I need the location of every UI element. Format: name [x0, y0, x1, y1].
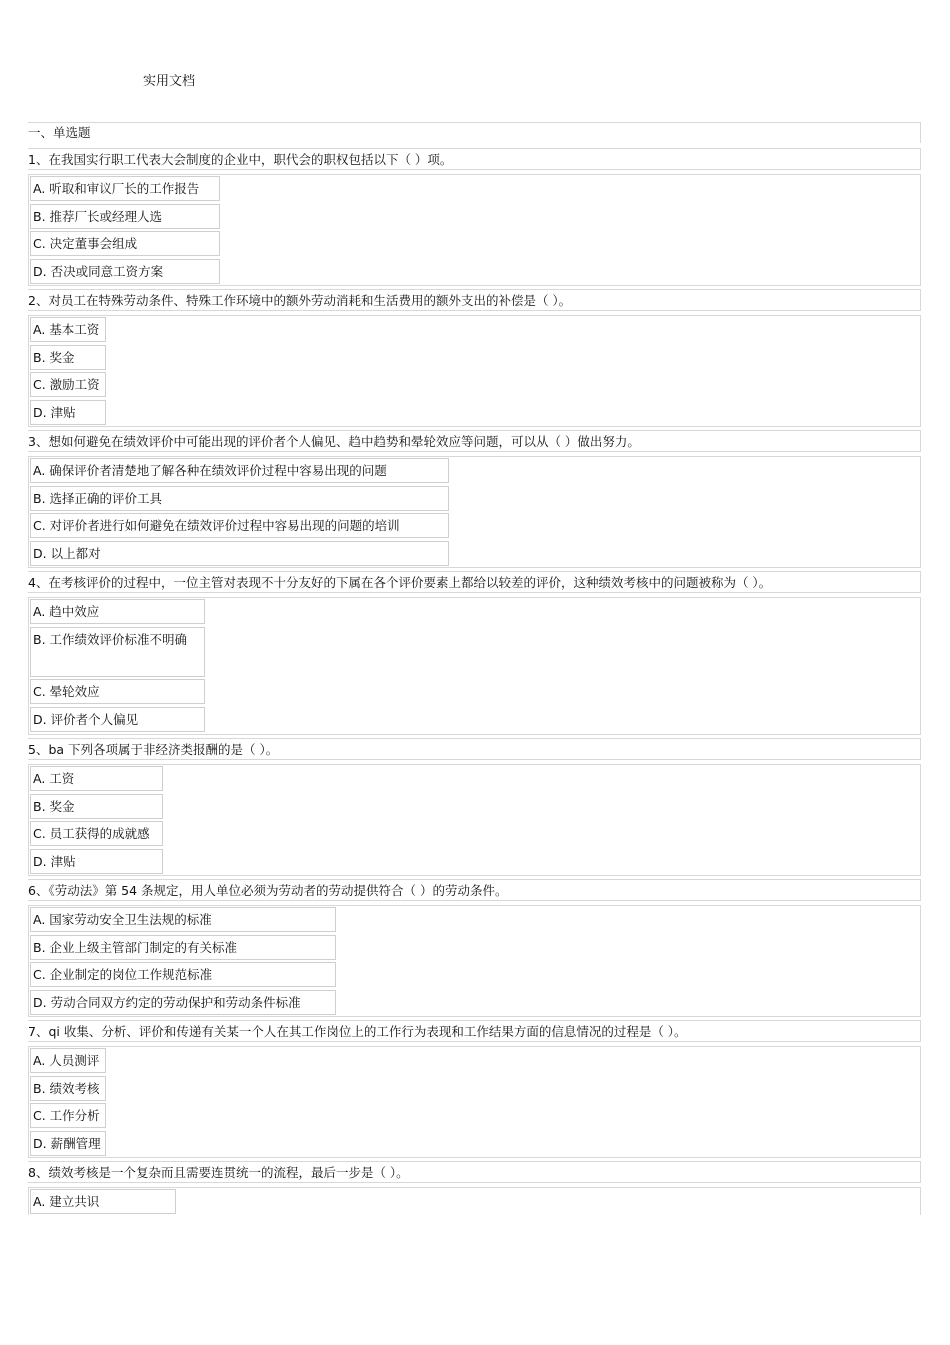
question-title: 6、《劳动法》第 54 条规定，用人单位必须为劳动者的劳动提供符合（ ）的劳动条件。 [28, 879, 921, 901]
options-panel [28, 764, 921, 876]
option-b[interactable]: B. 工作绩效评价标准不明确 [30, 627, 205, 677]
question-title: 3、想如何避免在绩效评价中可能出现的评价者个人偏见、趋中趋势和晕轮效应等问题，可以从（ ）做出努力。 [28, 430, 921, 452]
option-a[interactable]: A. 建立共识 [30, 1189, 176, 1214]
options-panel [28, 905, 921, 1017]
option-c[interactable]: C. 晕轮效应 [30, 679, 205, 704]
question-1 [28, 148, 921, 286]
option-a[interactable]: A. 听取和审议厂长的工作报告 [30, 176, 220, 201]
option-a[interactable]: A. 国家劳动安全卫生法规的标准 [30, 907, 336, 932]
option-b[interactable]: B. 绩效考核 [30, 1076, 106, 1101]
question-3 [28, 430, 921, 568]
question-4 [28, 571, 921, 735]
option-c[interactable]: C. 对评价者进行如何避免在绩效评价过程中容易出现的问题的培训 [30, 513, 449, 538]
options-panel [28, 456, 921, 568]
question-6 [28, 879, 921, 1017]
option-c[interactable]: C. 决定董事会组成 [30, 231, 220, 256]
options-panel [28, 1187, 921, 1215]
option-d[interactable]: D. 津贴 [30, 849, 163, 874]
options-panel [28, 315, 921, 427]
question-8 [28, 1161, 921, 1215]
option-d[interactable]: D. 劳动合同双方约定的劳动保护和劳动条件标准 [30, 990, 336, 1015]
document-header: 实用文档 [143, 74, 196, 89]
option-d[interactable]: D. 否决或同意工资方案 [30, 259, 220, 284]
options-panel [28, 597, 921, 735]
options-panel [28, 174, 921, 286]
option-c[interactable]: C. 工作分析 [30, 1103, 106, 1128]
question-title: 1、在我国实行职工代表大会制度的企业中，职代会的职权包括以下（ ）项。 [28, 148, 921, 170]
option-a[interactable]: A. 基本工资 [30, 317, 106, 342]
question-title: 5、ba 下列各项属于非经济类报酬的是（ ）。 [28, 738, 921, 760]
question-title: 7、qi 收集、分析、评价和传递有关某一个人在其工作岗位上的工作行为表现和工作结果方面的信息情况的过程是（ ）。 [28, 1020, 921, 1042]
question-7 [28, 1020, 921, 1158]
question-2 [28, 289, 921, 427]
option-d[interactable]: D. 津贴 [30, 400, 106, 425]
question-title: 2、对员工在特殊劳动条件、特殊工作环境中的额外劳动消耗和生活费用的额外支出的补偿是（ ）。 [28, 289, 921, 311]
option-b[interactable]: B. 奖金 [30, 345, 106, 370]
option-d[interactable]: D. 薪酬管理 [30, 1131, 106, 1156]
option-c[interactable]: C. 企业制定的岗位工作规范标准 [30, 962, 336, 987]
option-c[interactable]: C. 员工获得的成就感 [30, 821, 163, 846]
option-a[interactable]: A. 人员测评 [30, 1048, 106, 1073]
question-title: 4、在考核评价的过程中，一位主管对表现不十分友好的下属在各个评价要素上都给以较差的评价，这种绩效考核中的问题被称为（ ）。 [28, 571, 921, 593]
option-b[interactable]: B. 企业上级主管部门制定的有关标准 [30, 935, 336, 960]
option-b[interactable]: B. 奖金 [30, 794, 163, 819]
option-d[interactable]: D. 评价者个人偏见 [30, 707, 205, 732]
question-5 [28, 738, 921, 876]
option-b[interactable]: B. 推荐厂长或经理人选 [30, 204, 220, 229]
options-panel [28, 1046, 921, 1158]
question-title: 8、绩效考核是一个复杂而且需要连贯统一的流程，最后一步是（ ）。 [28, 1161, 921, 1183]
option-b[interactable]: B. 选择正确的评价工具 [30, 486, 449, 511]
option-c[interactable]: C. 激励工资 [30, 372, 106, 397]
option-a[interactable]: A. 工资 [30, 766, 163, 791]
option-d[interactable]: D. 以上都对 [30, 541, 449, 566]
option-a[interactable]: A. 确保评价者清楚地了解各种在绩效评价过程中容易出现的问题 [30, 458, 449, 483]
section-title: 一、单选题 [28, 122, 921, 143]
option-a[interactable]: A. 趋中效应 [30, 599, 205, 624]
